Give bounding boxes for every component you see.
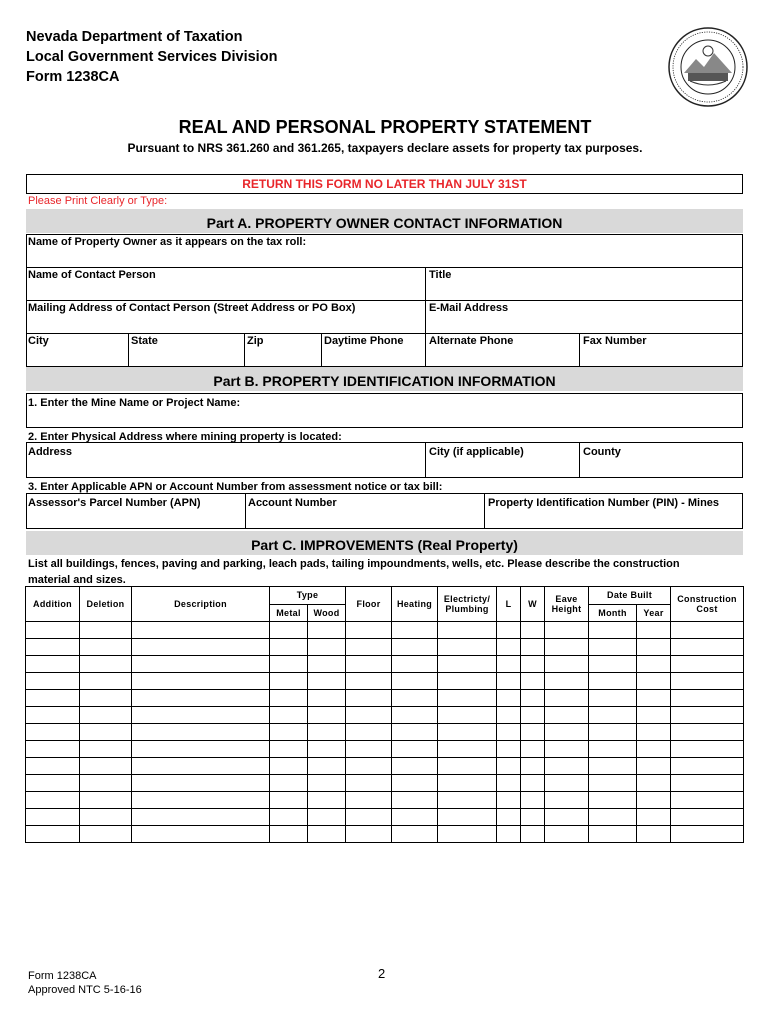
- owner-name-label: Name of Property Owner as it appears on the tax roll:: [28, 236, 307, 248]
- table-cell[interactable]: [392, 639, 438, 656]
- table-cell[interactable]: [392, 656, 438, 673]
- table-cell[interactable]: [545, 639, 589, 656]
- table-cell[interactable]: [346, 656, 392, 673]
- table-cell[interactable]: [438, 826, 497, 843]
- table-row: [26, 639, 744, 656]
- table-cell[interactable]: [308, 724, 346, 741]
- table-cell[interactable]: [308, 656, 346, 673]
- table-cell[interactable]: [26, 724, 80, 741]
- table-cell[interactable]: [26, 758, 80, 775]
- table-cell[interactable]: [392, 809, 438, 826]
- table-cell[interactable]: [132, 724, 270, 741]
- table-row: [26, 826, 744, 843]
- part-a-heading: Part A. PROPERTY OWNER CONTACT INFORMATION: [26, 209, 743, 233]
- part-c-instruction-2: material and sizes.: [28, 574, 126, 586]
- title-field[interactable]: [427, 268, 742, 300]
- table-cell[interactable]: [270, 639, 308, 656]
- county-label: County: [583, 446, 621, 458]
- table-cell[interactable]: [438, 758, 497, 775]
- table-cell[interactable]: [589, 775, 637, 792]
- table-cell[interactable]: [521, 690, 545, 707]
- table-cell[interactable]: [308, 639, 346, 656]
- table-cell[interactable]: [308, 758, 346, 775]
- table-cell[interactable]: [497, 741, 521, 758]
- col-eave-line1: Eave: [555, 594, 578, 604]
- table-cell[interactable]: [637, 622, 671, 639]
- table-cell[interactable]: [26, 775, 80, 792]
- table-cell[interactable]: [308, 622, 346, 639]
- table-cell[interactable]: [589, 639, 637, 656]
- apn-prompt: 3. Enter Applicable APN or Account Number from assessment notice or tax bill:: [28, 481, 443, 493]
- contact-person-field[interactable]: [27, 268, 424, 300]
- table-cell[interactable]: [308, 690, 346, 707]
- table-cell[interactable]: [80, 724, 132, 741]
- table-header-row: [26, 587, 744, 605]
- divider: [244, 333, 245, 367]
- table-cell[interactable]: [270, 758, 308, 775]
- table-cell[interactable]: [637, 775, 671, 792]
- table-cell[interactable]: [671, 690, 744, 707]
- table-cell[interactable]: [637, 741, 671, 758]
- table-cell[interactable]: [589, 809, 637, 826]
- table-cell[interactable]: [521, 826, 545, 843]
- table-cell[interactable]: [270, 792, 308, 809]
- table-cell[interactable]: [497, 724, 521, 741]
- form-number: Form 1238CA: [26, 69, 120, 85]
- table-cell[interactable]: [637, 673, 671, 690]
- col-l: L: [497, 587, 521, 622]
- mailing-address-field[interactable]: [27, 301, 424, 333]
- table-row: [26, 792, 744, 809]
- table-cell[interactable]: [270, 707, 308, 724]
- col-description: Description: [132, 587, 270, 622]
- state-field[interactable]: [130, 334, 243, 366]
- table-cell[interactable]: [270, 775, 308, 792]
- divider: [425, 300, 426, 334]
- table-cell[interactable]: [637, 656, 671, 673]
- table-cell[interactable]: [545, 622, 589, 639]
- daytime-phone-field[interactable]: [323, 334, 424, 366]
- table-cell[interactable]: [80, 639, 132, 656]
- col-addition: Addition: [26, 587, 80, 622]
- table-row: [26, 741, 744, 758]
- table-cell[interactable]: [589, 622, 637, 639]
- table-cell[interactable]: [671, 707, 744, 724]
- table-cell[interactable]: [637, 639, 671, 656]
- city-label: City: [28, 335, 49, 347]
- table-cell[interactable]: [637, 724, 671, 741]
- table-cell[interactable]: [80, 707, 132, 724]
- table-cell[interactable]: [132, 741, 270, 758]
- table-cell[interactable]: [26, 741, 80, 758]
- table-cell[interactable]: [545, 741, 589, 758]
- zip-label: Zip: [247, 335, 264, 347]
- table-cell[interactable]: [671, 622, 744, 639]
- table-cell[interactable]: [438, 707, 497, 724]
- table-cell[interactable]: [521, 707, 545, 724]
- table-cell[interactable]: [346, 792, 392, 809]
- col-type: Type: [270, 587, 346, 605]
- table-cell[interactable]: [346, 707, 392, 724]
- table-cell[interactable]: [545, 826, 589, 843]
- apn-field[interactable]: [27, 494, 244, 528]
- table-cell[interactable]: [545, 792, 589, 809]
- table-cell[interactable]: [346, 673, 392, 690]
- table-cell[interactable]: [346, 622, 392, 639]
- table-cell[interactable]: [26, 622, 80, 639]
- table-cell[interactable]: [637, 707, 671, 724]
- city-field[interactable]: [27, 334, 127, 366]
- account-number-label: Account Number: [248, 497, 337, 509]
- table-cell[interactable]: [438, 741, 497, 758]
- table-cell[interactable]: [521, 656, 545, 673]
- table-cell[interactable]: [438, 656, 497, 673]
- table-cell[interactable]: [589, 656, 637, 673]
- divider: [128, 333, 129, 367]
- table-cell[interactable]: [80, 622, 132, 639]
- agency-name: Nevada Department of Taxation: [26, 29, 243, 45]
- return-deadline-notice: RETURN THIS FORM NO LATER THAN JULY 31ST: [26, 174, 743, 194]
- table-cell[interactable]: [497, 707, 521, 724]
- col-metal: Metal: [270, 604, 308, 622]
- table-cell[interactable]: [497, 673, 521, 690]
- footer: [28, 969, 142, 997]
- agency-header: [26, 27, 277, 87]
- table-cell[interactable]: [589, 826, 637, 843]
- account-number-field[interactable]: [247, 494, 483, 528]
- divider: [425, 442, 426, 478]
- table-cell[interactable]: [392, 792, 438, 809]
- table-cell[interactable]: [26, 826, 80, 843]
- table-cell[interactable]: [132, 639, 270, 656]
- improvements-body: [26, 622, 744, 843]
- table-cell[interactable]: [392, 826, 438, 843]
- table-cell[interactable]: [80, 792, 132, 809]
- table-cell[interactable]: [270, 622, 308, 639]
- table-cell[interactable]: [671, 656, 744, 673]
- table-cell[interactable]: [497, 758, 521, 775]
- table-cell[interactable]: [80, 741, 132, 758]
- table-cell[interactable]: [521, 622, 545, 639]
- table-cell[interactable]: [80, 690, 132, 707]
- pin-label: Property Identification Number (PIN) - Mines: [488, 497, 720, 509]
- table-cell[interactable]: [346, 690, 392, 707]
- table-cell[interactable]: [521, 673, 545, 690]
- col-date-built: Date Built: [589, 587, 671, 605]
- table-cell[interactable]: [545, 707, 589, 724]
- table-cell[interactable]: [497, 622, 521, 639]
- divider: [425, 333, 426, 367]
- col-wood: Wood: [308, 604, 346, 622]
- table-cell[interactable]: [80, 809, 132, 826]
- col-heating: Heating: [392, 587, 438, 622]
- table-cell[interactable]: [589, 792, 637, 809]
- table-row: [26, 775, 744, 792]
- table-cell[interactable]: [270, 809, 308, 826]
- table-cell[interactable]: [346, 741, 392, 758]
- table-cell[interactable]: [438, 792, 497, 809]
- table-cell[interactable]: [589, 758, 637, 775]
- table-cell[interactable]: [521, 758, 545, 775]
- table-cell[interactable]: [346, 775, 392, 792]
- improvements-table: [25, 586, 744, 843]
- table-cell[interactable]: [589, 741, 637, 758]
- table-cell[interactable]: [392, 775, 438, 792]
- state-label: State: [131, 335, 158, 347]
- mine-name-field[interactable]: [26, 393, 743, 428]
- table-cell[interactable]: [270, 724, 308, 741]
- table-cell[interactable]: [26, 809, 80, 826]
- part-b-heading: Part B. PROPERTY IDENTIFICATION INFORMATION: [26, 367, 743, 391]
- table-cell[interactable]: [589, 690, 637, 707]
- col-eave-height: [545, 587, 589, 622]
- table-cell[interactable]: [637, 826, 671, 843]
- table-cell[interactable]: [497, 656, 521, 673]
- daytime-phone-label: Daytime Phone: [324, 335, 404, 347]
- table-cell[interactable]: [589, 724, 637, 741]
- table-cell[interactable]: [346, 639, 392, 656]
- table-cell[interactable]: [26, 673, 80, 690]
- table-cell[interactable]: [671, 758, 744, 775]
- table-cell[interactable]: [671, 639, 744, 656]
- table-cell[interactable]: [80, 673, 132, 690]
- table-cell[interactable]: [497, 775, 521, 792]
- table-cell[interactable]: [545, 656, 589, 673]
- divider: [484, 493, 485, 529]
- table-cell[interactable]: [392, 724, 438, 741]
- contact-person-label: Name of Contact Person: [28, 269, 156, 281]
- table-cell[interactable]: [132, 792, 270, 809]
- table-cell[interactable]: [497, 639, 521, 656]
- page-number: 2: [378, 966, 386, 981]
- table-cell[interactable]: [26, 707, 80, 724]
- table-cell[interactable]: [545, 673, 589, 690]
- table-cell[interactable]: [132, 673, 270, 690]
- table-cell[interactable]: [392, 741, 438, 758]
- table-cell[interactable]: [671, 809, 744, 826]
- part-c-instruction-1: List all buildings, fences, paving and parking, leach pads, tailing impoundments, wells, etc. Please describe the construction: [28, 558, 680, 570]
- footer-form-number: Form 1238CA: [28, 970, 97, 982]
- table-cell[interactable]: [671, 673, 744, 690]
- table-cell[interactable]: [270, 826, 308, 843]
- col-eave-line2: Height: [551, 604, 582, 614]
- form-title: REAL AND PERSONAL PROPERTY STATEMENT: [178, 117, 592, 137]
- zip-field[interactable]: [246, 334, 320, 366]
- form-subtitle: Pursuant to NRS 361.260 and 361.265, taxpayers declare assets for property tax purposes.: [127, 141, 643, 155]
- table-cell[interactable]: [80, 775, 132, 792]
- physical-address-prompt: 2. Enter Physical Address where mining property is located:: [28, 431, 342, 443]
- col-electricity: [438, 587, 497, 622]
- table-row: [26, 707, 744, 724]
- table-cell[interactable]: [521, 724, 545, 741]
- table-cell[interactable]: [308, 673, 346, 690]
- col-deletion: Deletion: [80, 587, 132, 622]
- divider: [321, 333, 322, 367]
- table-cell[interactable]: [438, 690, 497, 707]
- table-cell[interactable]: [308, 809, 346, 826]
- address-field[interactable]: [27, 443, 424, 477]
- table-cell[interactable]: [132, 775, 270, 792]
- table-cell[interactable]: [438, 639, 497, 656]
- table-row: [26, 673, 744, 690]
- divider: [579, 333, 580, 367]
- title-label: Title: [429, 269, 452, 281]
- table-cell[interactable]: [671, 775, 744, 792]
- table-cell[interactable]: [392, 707, 438, 724]
- table-cell[interactable]: [545, 724, 589, 741]
- divider: [579, 442, 580, 478]
- table-cell[interactable]: [132, 758, 270, 775]
- alternate-phone-field[interactable]: [427, 334, 578, 366]
- table-cell[interactable]: [308, 741, 346, 758]
- apn-label: Assessor's Parcel Number (APN): [28, 497, 201, 509]
- col-year: Year: [637, 604, 671, 622]
- footer-approved: Approved NTC 5-16-16: [28, 984, 142, 996]
- divider: [425, 267, 426, 301]
- col-month: Month: [589, 604, 637, 622]
- table-cell[interactable]: [671, 724, 744, 741]
- table-cell[interactable]: [80, 826, 132, 843]
- table-cell[interactable]: [438, 622, 497, 639]
- table-cell[interactable]: [270, 673, 308, 690]
- email-field[interactable]: [427, 301, 742, 333]
- table-cell[interactable]: [346, 809, 392, 826]
- table-cell[interactable]: [132, 707, 270, 724]
- table-cell[interactable]: [497, 690, 521, 707]
- table-cell[interactable]: [132, 826, 270, 843]
- table-cell[interactable]: [26, 690, 80, 707]
- table-cell[interactable]: [392, 622, 438, 639]
- print-instruction: Please Print Clearly or Type:: [28, 195, 168, 207]
- table-cell[interactable]: [80, 758, 132, 775]
- table-cell[interactable]: [521, 809, 545, 826]
- table-cell[interactable]: [545, 775, 589, 792]
- fax-field[interactable]: [581, 334, 742, 366]
- county-field[interactable]: [581, 443, 742, 477]
- fax-label: Fax Number: [583, 335, 647, 347]
- table-cell[interactable]: [637, 690, 671, 707]
- table-cell[interactable]: [26, 656, 80, 673]
- table-cell[interactable]: [132, 809, 270, 826]
- table-cell[interactable]: [438, 724, 497, 741]
- table-cell[interactable]: [521, 741, 545, 758]
- table-cell[interactable]: [637, 792, 671, 809]
- pin-field[interactable]: [486, 494, 742, 528]
- divider: [245, 493, 246, 529]
- table-row: [26, 622, 744, 639]
- table-row: [26, 656, 744, 673]
- table-cell[interactable]: [392, 690, 438, 707]
- table-cell[interactable]: [497, 809, 521, 826]
- table-row: [26, 809, 744, 826]
- mailing-address-label: Mailing Address of Contact Person (Street Address or PO Box): [28, 302, 356, 314]
- city-applicable-label: City (if applicable): [429, 446, 524, 458]
- table-cell[interactable]: [132, 690, 270, 707]
- table-cell[interactable]: [346, 758, 392, 775]
- mine-name-label: 1. Enter the Mine Name or Project Name:: [28, 397, 241, 409]
- table-cell[interactable]: [671, 792, 744, 809]
- city-applicable-field[interactable]: [427, 443, 578, 477]
- table-cell[interactable]: [132, 656, 270, 673]
- table-cell[interactable]: [521, 639, 545, 656]
- table-cell[interactable]: [637, 809, 671, 826]
- table-cell[interactable]: [270, 656, 308, 673]
- address-label: Address: [28, 446, 73, 458]
- email-label: E-Mail Address: [429, 302, 509, 314]
- col-w: W: [521, 587, 545, 622]
- table-cell[interactable]: [308, 775, 346, 792]
- table-cell[interactable]: [497, 792, 521, 809]
- alternate-phone-label: Alternate Phone: [429, 335, 514, 347]
- table-cell[interactable]: [438, 809, 497, 826]
- table-cell[interactable]: [589, 707, 637, 724]
- table-row: [26, 690, 744, 707]
- table-cell[interactable]: [270, 741, 308, 758]
- table-cell[interactable]: [132, 622, 270, 639]
- table-row: [26, 758, 744, 775]
- table-cell[interactable]: [80, 656, 132, 673]
- table-cell[interactable]: [521, 775, 545, 792]
- table-cell[interactable]: [26, 639, 80, 656]
- table-cell[interactable]: [671, 826, 744, 843]
- table-cell[interactable]: [671, 741, 744, 758]
- table-cell[interactable]: [438, 673, 497, 690]
- table-cell[interactable]: [545, 690, 589, 707]
- table-cell[interactable]: [438, 775, 497, 792]
- division-name: Local Government Services Division: [26, 49, 278, 65]
- table-cell[interactable]: [521, 792, 545, 809]
- table-cell[interactable]: [545, 809, 589, 826]
- table-cell[interactable]: [308, 792, 346, 809]
- state-seal-icon: [668, 27, 748, 107]
- table-cell[interactable]: [392, 758, 438, 775]
- col-electricity-line2: Plumbing: [445, 604, 489, 614]
- table-cell[interactable]: [392, 673, 438, 690]
- table-cell[interactable]: [308, 826, 346, 843]
- col-construction-cost: Construction Cost: [671, 587, 744, 622]
- col-electricity-line1: Electricty/: [443, 594, 491, 604]
- table-cell[interactable]: [346, 826, 392, 843]
- table-cell[interactable]: [497, 826, 521, 843]
- owner-name-field[interactable]: [26, 234, 743, 268]
- part-c-heading: Part C. IMPROVEMENTS (Real Property): [26, 531, 743, 555]
- table-cell[interactable]: [545, 758, 589, 775]
- col-floor: Floor: [346, 587, 392, 622]
- table-cell[interactable]: [637, 758, 671, 775]
- table-row: [26, 724, 744, 741]
- table-cell[interactable]: [308, 707, 346, 724]
- table-cell[interactable]: [270, 690, 308, 707]
- table-cell[interactable]: [26, 792, 80, 809]
- table-cell[interactable]: [346, 724, 392, 741]
- table-cell[interactable]: [589, 673, 637, 690]
